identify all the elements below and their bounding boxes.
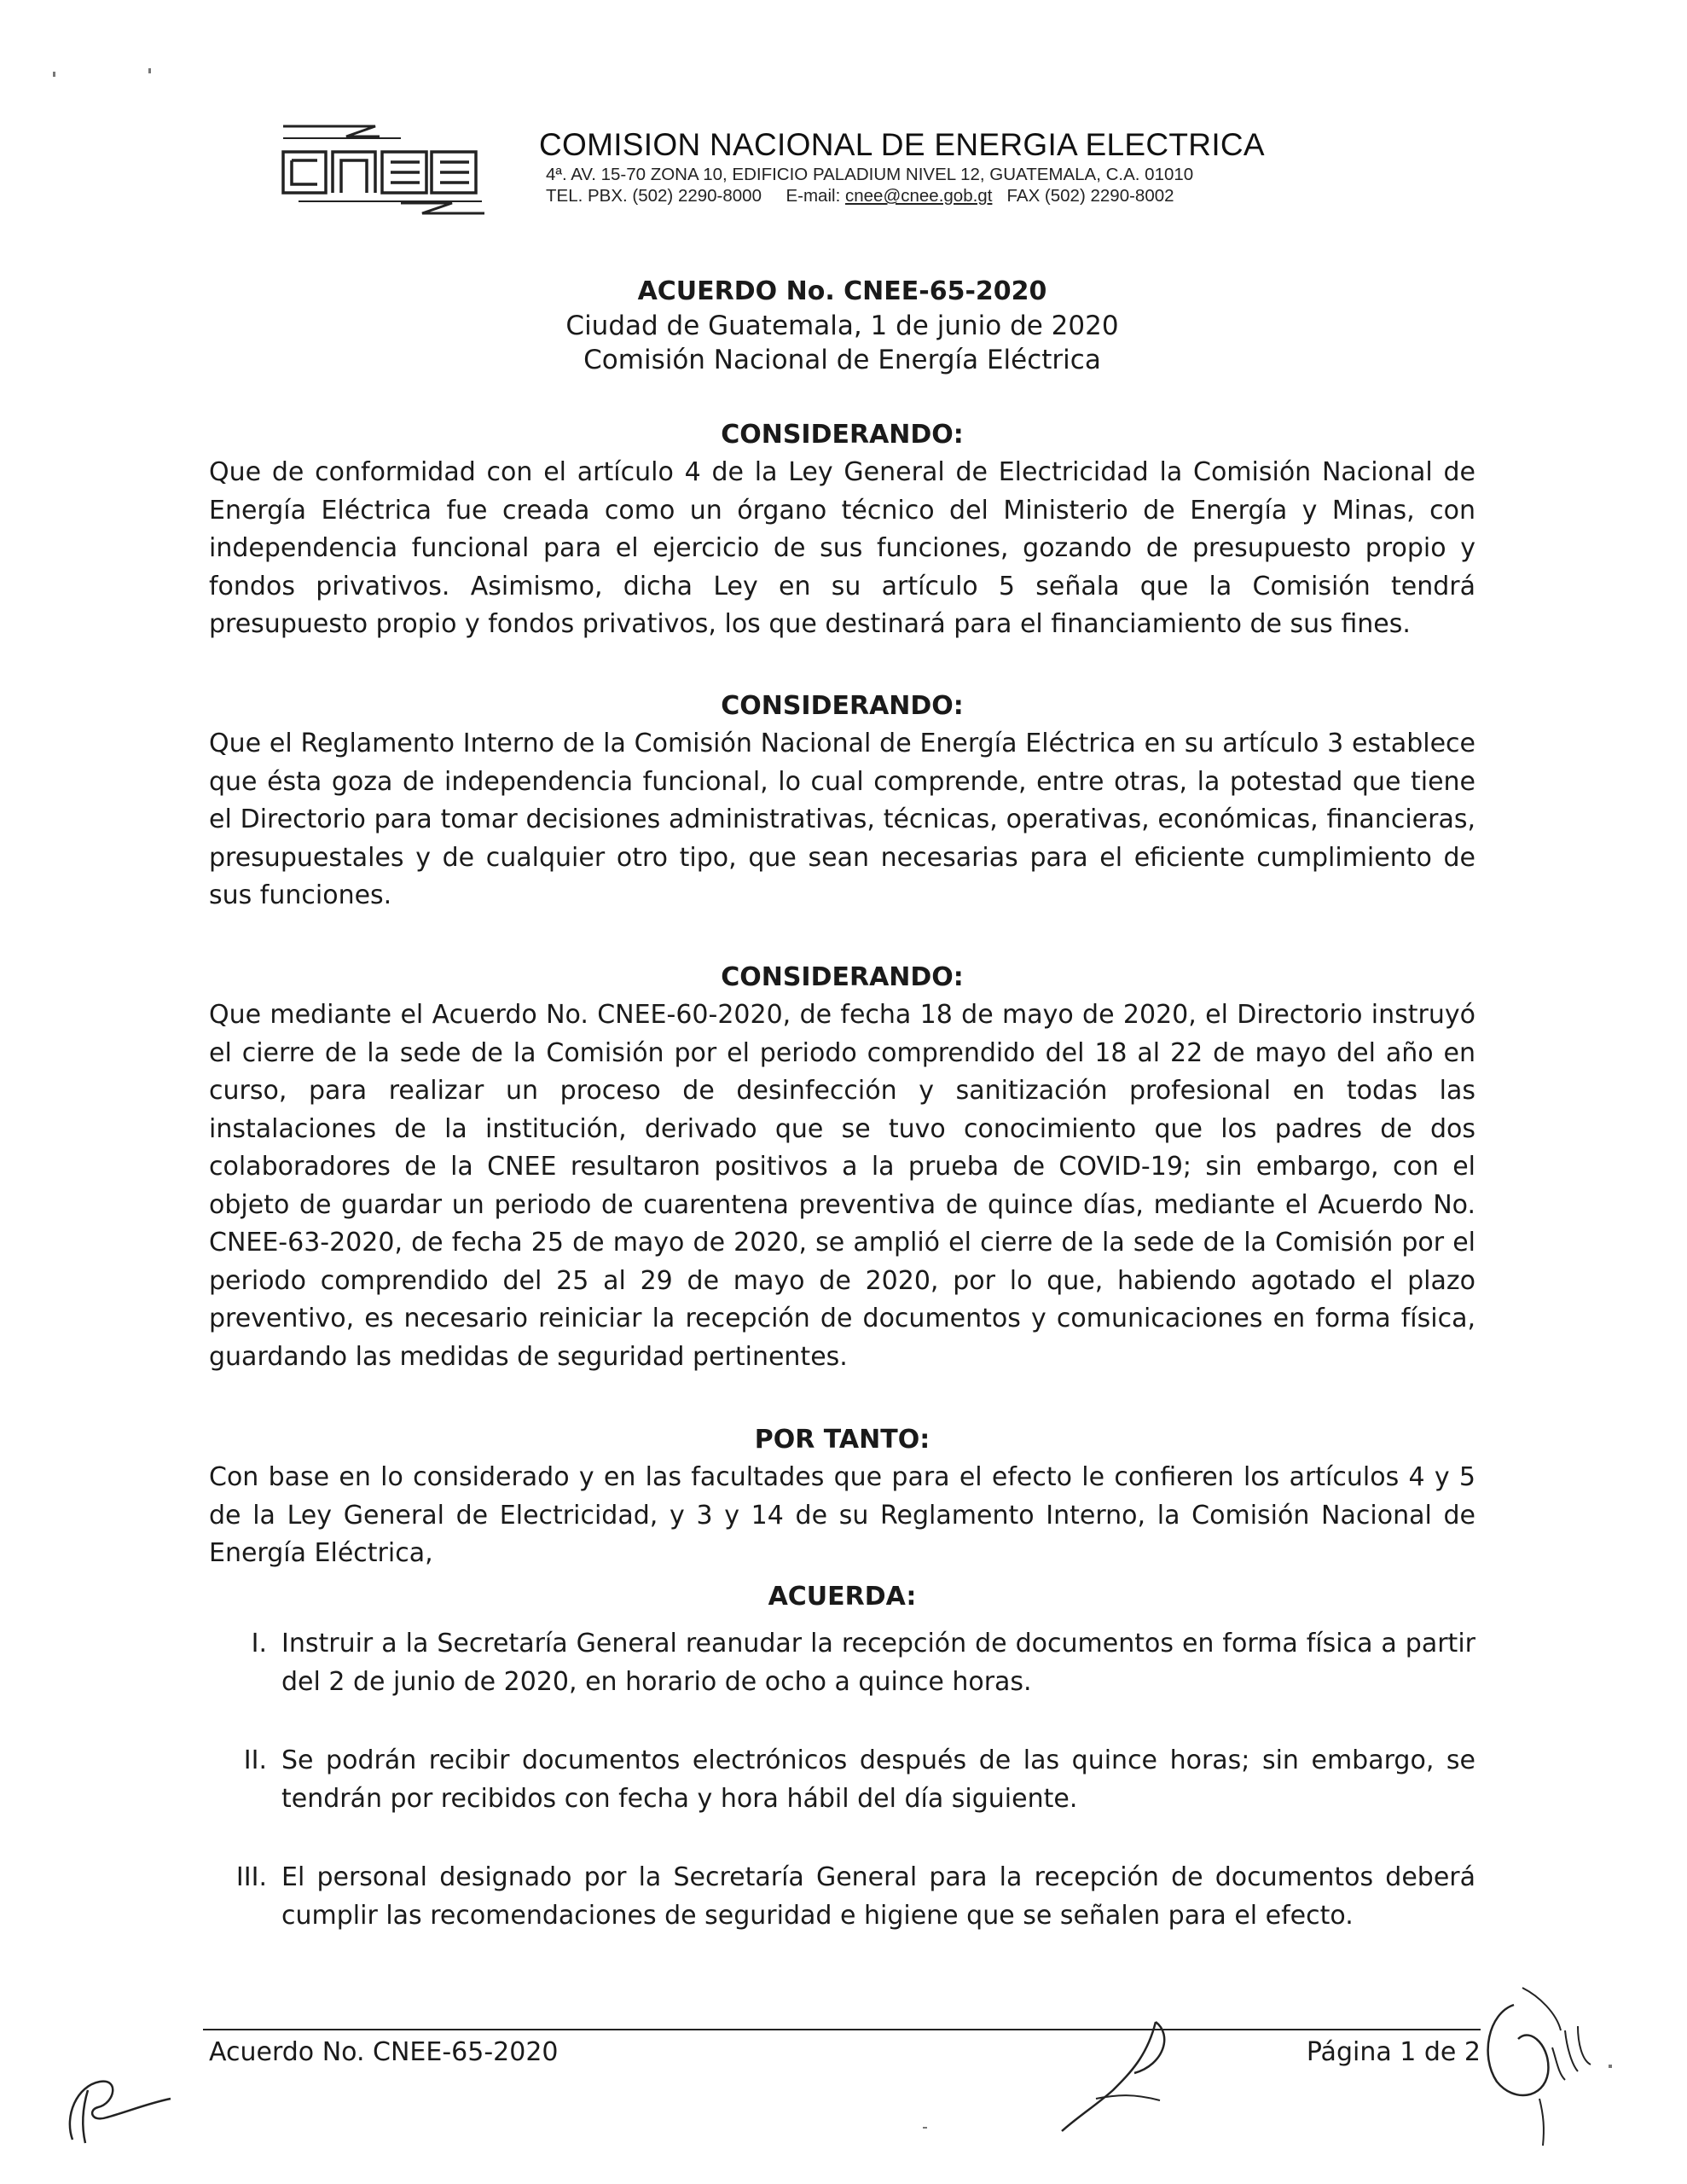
list-item <box>209 1742 1475 1818</box>
item-number: III. <box>235 1862 267 1892</box>
org-address: 4ª. AV. 15-70 ZONA 10, EDIFICIO PALADIUM NIVEL 12, GUATEMALA, C.A. 01010 <box>546 165 1194 184</box>
signature-initials-left <box>47 2039 175 2150</box>
section-considerando-2 <box>209 688 1475 915</box>
item-number: II. <box>243 1745 267 1775</box>
section-text: Con base en lo considerado y en las facultades que para el efecto le confieren los artículos 4 y 5 de la Ley General de Electricidad, y 3 y 14 de su Reglamento Interno, la Comisión Nacional de Energía Eléctrica, <box>209 1462 1475 1568</box>
section-text: Que de conformidad con el artículo 4 de la Ley General de Electricidad la Comisión Nacional de Energía Eléctrica fue creada como un órgano técnico del Ministerio de Energía y Minas, con independencia funcional para el ejercicio de sus funciones, gozando de presupuesto propio y fondos privativos. Asimismo, dicha Ley en su artículo 5 señala que la Comisión tendrá presupuesto propio y fondos privativos, los que destinará para el financiamiento de sus fines. <box>209 457 1475 639</box>
letterhead <box>273 101 1348 220</box>
section-por-tanto <box>209 1421 1475 1573</box>
section-acuerda <box>209 1578 1475 1616</box>
document-title: ACUERDO No. CNEE-65-2020 <box>637 276 1047 306</box>
footer-page-number: Página 1 de 2 <box>1306 2037 1481 2067</box>
list-item <box>209 1625 1475 1701</box>
document-place-date: Ciudad de Guatemala, 1 de junio de 2020 <box>565 311 1119 341</box>
section-heading: CONSIDERANDO: <box>721 962 964 992</box>
org-email-label: E-mail: <box>786 186 841 206</box>
section-considerando-3 <box>209 959 1475 1376</box>
org-name: COMISION NACIONAL DE ENERGIA ELECTRICA <box>539 127 1265 162</box>
section-heading: ACUERDA: <box>768 1582 917 1612</box>
cnee-logo <box>273 107 486 218</box>
section-heading: CONSIDERANDO: <box>721 691 964 721</box>
org-contact <box>539 185 1341 206</box>
org-fax: FAX (502) 2290-8002 <box>1006 186 1174 206</box>
list-item <box>209 1859 1475 1935</box>
document-header <box>209 275 1475 377</box>
org-info <box>539 126 1341 206</box>
section-heading: POR TANTO: <box>754 1425 930 1455</box>
org-tel: TEL. PBX. (502) 2290-8000 <box>546 186 762 206</box>
scan-speck <box>53 72 55 77</box>
signature-initials-right <box>1471 1979 1608 2150</box>
scan-speck <box>1609 2065 1612 2068</box>
footer-document-id: Acuerdo No. CNEE-65-2020 <box>209 2037 559 2067</box>
item-text: El personal designado por la Secretaría General para la recepción de documentos deberá cumplir las recomendaciones de seguridad e higiene que se señalen para el efecto. <box>281 1862 1475 1931</box>
resolution-list <box>209 1625 1475 1976</box>
scan-speck <box>923 2127 927 2129</box>
section-considerando-1 <box>209 416 1475 644</box>
document-issuer: Comisión Nacional de Energía Eléctrica <box>583 345 1101 375</box>
section-text: Que el Reglamento Interno de la Comisión Nacional de Energía Eléctrica en su artículo 3 establece que ésta goza de independencia funcional, lo cual comprende, entre otras, la potestad que tiene el Directorio para tomar decisiones administrativas, técnicas, operativas, económicas, financieras, presupuestales y de cualquier otro tipo, que sean necesarias para el eficiente cumplimiento de sus funciones. <box>209 729 1475 910</box>
signature-initials-center <box>1045 2005 1181 2141</box>
item-number: I. <box>251 1629 267 1658</box>
section-heading: CONSIDERANDO: <box>721 420 964 450</box>
scan-speck <box>148 68 151 73</box>
item-text: Se podrán recibir documentos electrónicos después de las quince horas; sin embargo, se tendrán por recibidos con fecha y hora hábil del día siguiente. <box>281 1745 1475 1814</box>
item-text: Instruir a la Secretaría General reanudar la recepción de documentos en forma física a partir del 2 de junio de 2020, en horario de ocho a quince horas. <box>281 1629 1475 1697</box>
org-email-link[interactable]: cnee@cnee.gob.gt <box>844 186 993 206</box>
footer-rule <box>203 2029 1481 2030</box>
section-text: Que mediante el Acuerdo No. CNEE-60-2020, de fecha 18 de mayo de 2020, el Directorio instruyó el cierre de la sede de la Comisión por el periodo comprendido del 18 al 22 de mayo del año en curso, para realizar un proceso de desinfección y sanitización profesional en todas las instalaciones de la institución, derivado que se tuvo conocimiento que los padres de dos colaboradores de la CNEE resultaron positivos a la prueba de COVID-19; sin embargo, con el objeto de guardar un periodo de cuarentena preventiva de quince días, mediante el Acuerdo No. CNEE-63-2020, de fecha 25 de mayo de 2020, se amplió el cierre de la sede de la Comisión por el periodo comprendido del 25 al 29 de mayo de 2020, por lo que, habiendo agotado el plazo preventivo, es necesario reiniciar la recepción de documentos y comunicaciones en forma física, guardando las medidas de seguridad pertinentes. <box>209 1000 1475 1372</box>
logo-text: CNEE <box>283 217 286 218</box>
